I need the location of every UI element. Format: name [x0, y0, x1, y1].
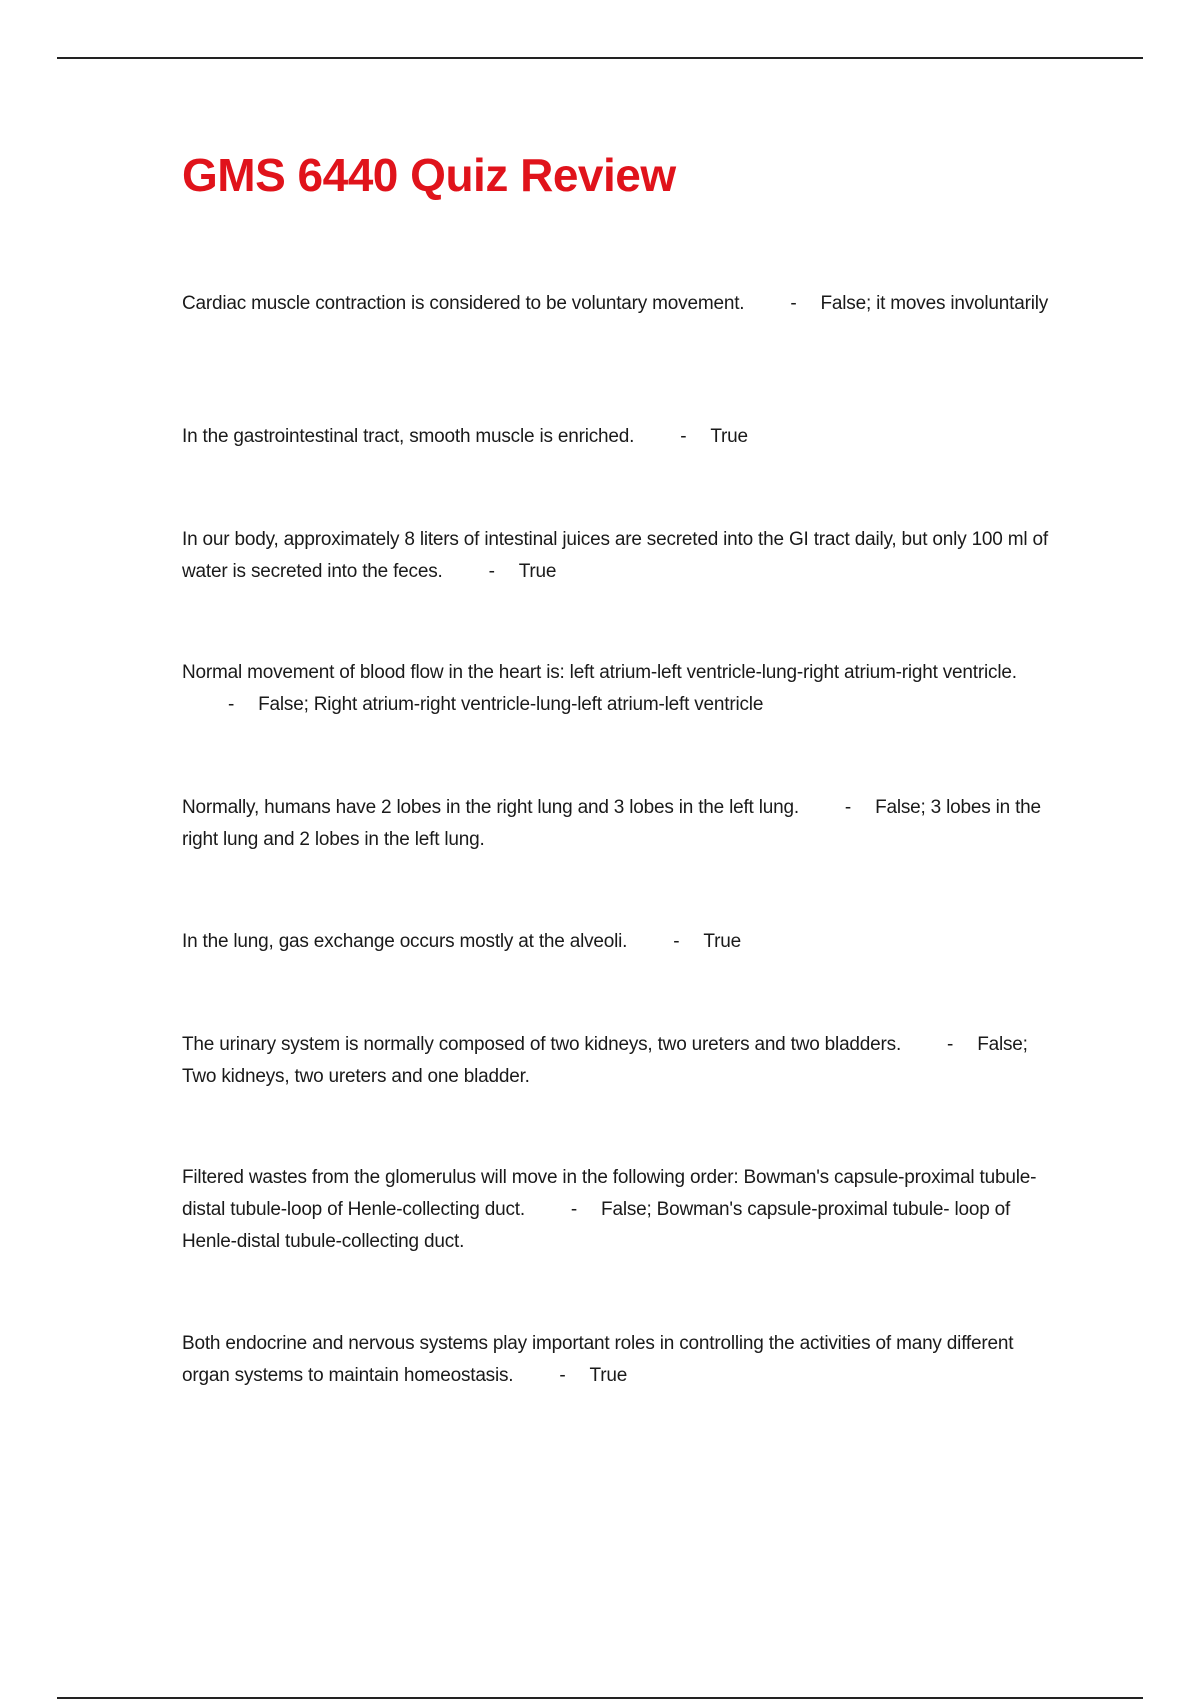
qa-item: [182, 1328, 1062, 1392]
question-text: Cardiac muscle contraction is considered to be voluntary movement.: [182, 293, 745, 314]
answer-separator: -: [228, 694, 235, 715]
answer-text: True: [703, 931, 741, 952]
qa-item: [182, 926, 1062, 958]
qa-item: [182, 421, 1062, 453]
answer-text: False; 3 lobes in the right lung and 2 lobes in the left lung.: [182, 797, 1041, 850]
question-text: The urinary system is normally composed of two kidneys, two ureters and two bladders.: [182, 1034, 902, 1055]
question-text: In our body, approximately 8 liters of intestinal juices are secreted into the GI tract daily, but only 100 ml of water is secreted into the feces.: [182, 529, 1048, 582]
qa-item: [182, 1029, 1062, 1093]
answer-separator: -: [488, 561, 495, 582]
question-text: In the lung, gas exchange occurs mostly at the alveoli.: [182, 931, 628, 952]
answer-text: True: [589, 1365, 628, 1386]
question-text: Filtered wastes from the glomerulus will move in the following order: Bowman's capsule-proximal tubule-distal tubule-loop of Henle-collecting duct.: [182, 1167, 1037, 1220]
answer-text: False; it moves involuntarily: [820, 293, 1049, 314]
answer-separator: -: [570, 1199, 578, 1220]
answer-separator: -: [673, 931, 680, 952]
qa-item: [182, 1162, 1062, 1258]
question-text: Normally, humans have 2 lobes in the right lung and 3 lobes in the left lung.: [182, 797, 799, 818]
answer-separator: -: [559, 1365, 566, 1386]
qa-item: [182, 288, 1062, 320]
question-text: Normal movement of blood flow in the heart is: left atrium-left ventricle-lung-right atrium-right ventricle.: [182, 662, 1017, 683]
answer-text: False; Right atrium-right ventricle-lung-left atrium-left ventricle: [258, 694, 764, 715]
bottom-rule: [57, 1697, 1143, 1699]
answer-separator: -: [680, 426, 687, 447]
qa-item: [182, 524, 1062, 588]
answer-text: True: [518, 561, 557, 582]
answer-text: False; Two kidneys, two ureters and one bladder.: [182, 1034, 1028, 1087]
answer-separator: -: [844, 797, 852, 818]
question-text: Both endocrine and nervous systems play important roles in controlling the activities of many different organ systems to maintain homeostasis.: [182, 1333, 1014, 1386]
qa-item: [182, 657, 1062, 721]
answer-text: False; Bowman's capsule-proximal tubule- loop of Henle-distal tubule-collecting duct.: [182, 1199, 1011, 1252]
top-rule: [57, 57, 1143, 59]
answer-separator: -: [947, 1034, 954, 1055]
page-title: GMS 6440 Quiz Review: [182, 149, 676, 201]
answer-text: True: [710, 426, 748, 447]
qa-item: [182, 792, 1062, 856]
answer-separator: -: [790, 293, 797, 314]
question-text: In the gastrointestinal tract, smooth muscle is enriched.: [182, 426, 635, 447]
